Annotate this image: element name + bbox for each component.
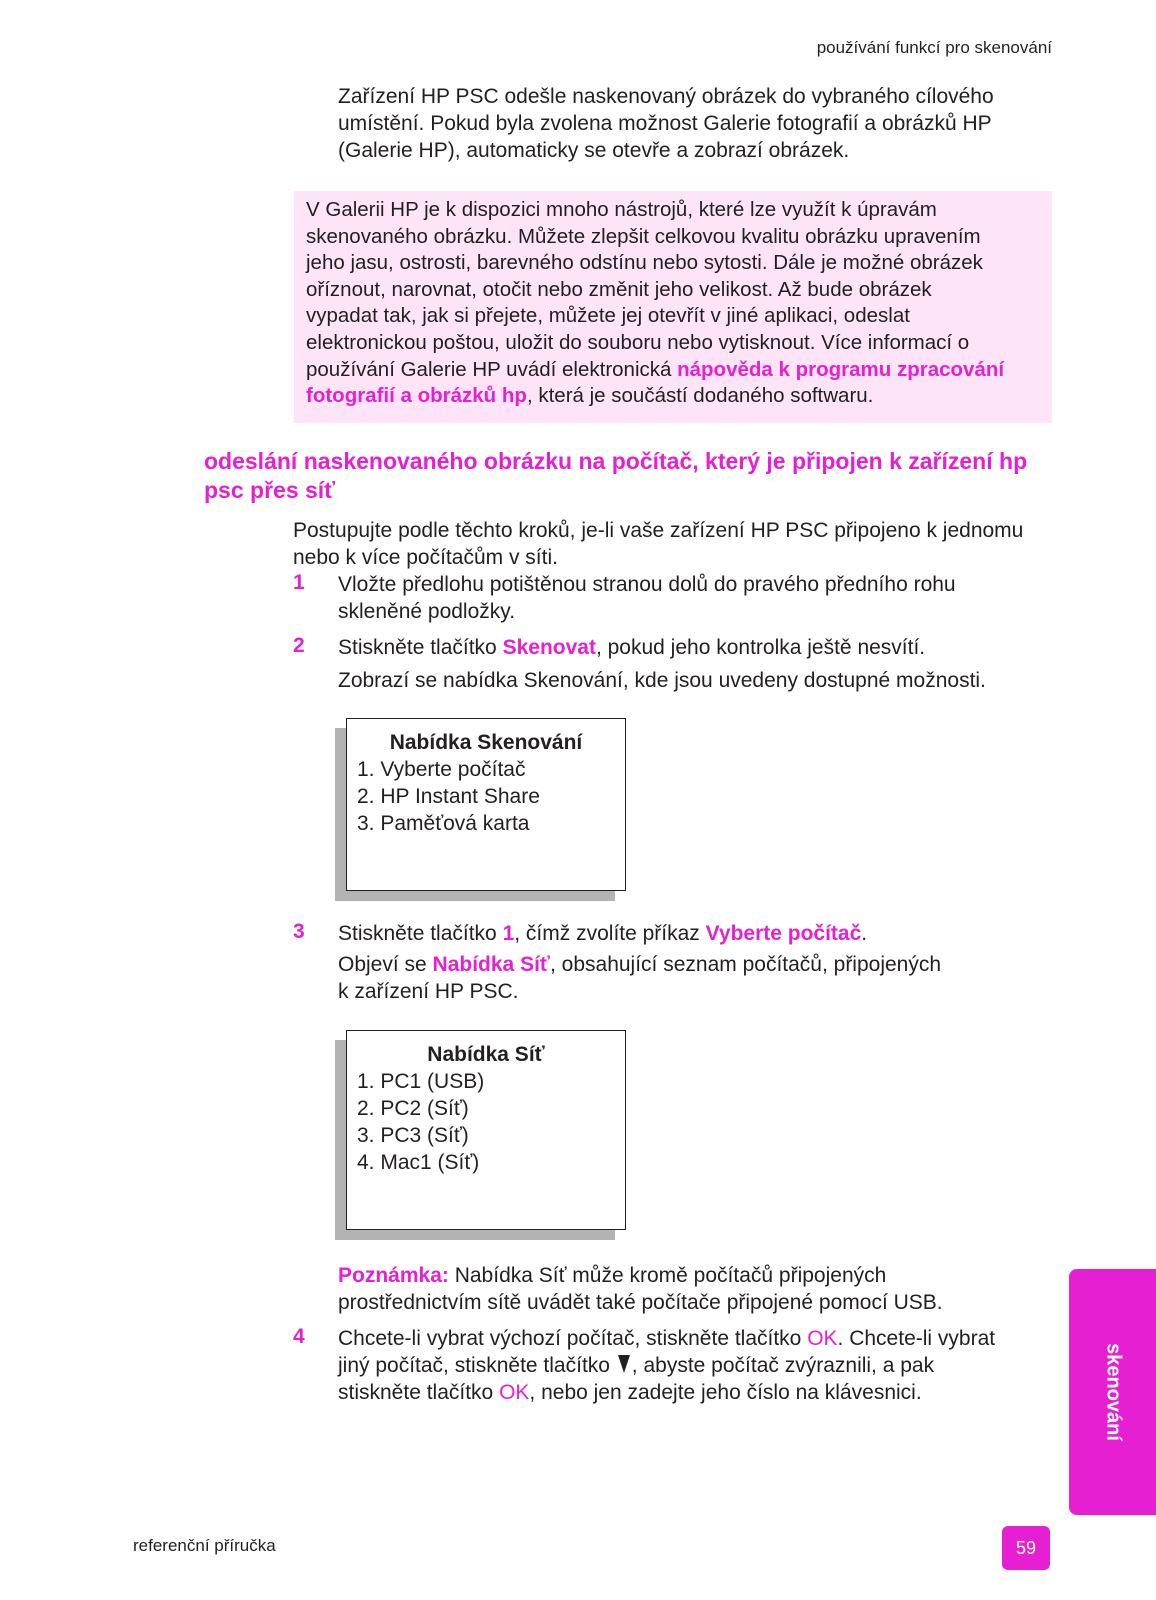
- step-text: Stiskněte tlačítko: [338, 922, 503, 945]
- step-text: , pokud jeho kontrolka ještě nesvítí.: [595, 636, 926, 659]
- page-number: 59: [1002, 1526, 1050, 1570]
- section-heading-line: odeslání naskenovaného obrázku na počítač, který je připojen k zařízení hp: [204, 448, 1028, 474]
- step-text: Stiskněte tlačítko: [338, 636, 503, 659]
- menu-title: Nabídka Síť: [427, 1043, 545, 1066]
- tip-text: , která je součástí dodaného softwaru.: [526, 384, 874, 408]
- step-line: k zařízení HP PSC.: [338, 980, 519, 1003]
- menu-item: 4. Mac1 (Síť): [357, 1151, 480, 1174]
- help-link[interactable]: nápověda k programu zpracování: [677, 357, 1005, 381]
- step-line: [338, 634, 1058, 661]
- step-text: . Chcete-li vybrat: [837, 1327, 996, 1350]
- step-text: Objeví se: [338, 953, 433, 976]
- menu-title: Nabídka Skenování: [389, 731, 583, 754]
- note-text: Nabídka Síť může kromě počítačů připojených: [448, 1264, 887, 1287]
- step-3-text: [338, 920, 1058, 1005]
- step-text: Chcete-li vybrat výchozí počítač, stiskněte tlačítko: [338, 1327, 808, 1350]
- step-text: jiný počítač, stiskněte tlačítko: [338, 1354, 616, 1377]
- step-line: Vložte předlohu potištěnou stranou dolů do pravého předního rohu: [338, 573, 956, 596]
- tip-text: používání Galerie HP uvádí elektronická: [306, 357, 678, 381]
- step-number-3: 3: [293, 920, 305, 943]
- footer-title: referenční příručka: [133, 1536, 276, 1555]
- intro-line: (Galerie HP), automaticky se otevře a zobrazí obrázek.: [338, 139, 850, 162]
- step-1-text: [338, 571, 1058, 625]
- step-line: [338, 1325, 1058, 1352]
- lead-line: nebo k více počítačům v síti.: [293, 546, 558, 569]
- step-4-text: [338, 1325, 1058, 1406]
- scan-menu-display: [346, 718, 626, 891]
- note-line: [338, 1262, 1058, 1289]
- lead-paragraph: [293, 517, 1053, 571]
- step-text: , čímž zvolíte příkaz: [514, 922, 706, 945]
- tip-line: oříznout, narovnat, otočit nebo změnit jeho velikost. Až bude obrázek: [306, 277, 932, 301]
- menu-item: 3. PC3 (Síť): [357, 1124, 469, 1147]
- scan-button-label: Skenovat: [502, 636, 596, 659]
- section-heading: [204, 447, 1034, 505]
- help-link-cont[interactable]: fotografií a obrázků hp: [306, 384, 527, 408]
- chapter-side-tab: [1069, 1269, 1156, 1515]
- menu-item: 2. HP Instant Share: [357, 785, 540, 808]
- step-2-text: [338, 634, 1058, 694]
- menu-item: 1. PC1 (USB): [357, 1070, 485, 1093]
- step-line: skleněné podložky.: [338, 600, 516, 623]
- lead-line: Postupujte podle těchto kroků, je-li vaše zařízení HP PSC připojeno k jednomu: [293, 519, 1024, 542]
- running-header: používání funkcí pro skenování: [816, 38, 1052, 57]
- note-label: Poznámka:: [338, 1264, 449, 1287]
- step-subtext: Zobrazí se nabídka Skenování, kde jsou uvedeny dostupné možnosti.: [338, 669, 986, 692]
- step-text: , abyste počítač zvýraznili, a pak: [631, 1354, 935, 1377]
- menu-item: 2. PC2 (Síť): [357, 1097, 469, 1120]
- chapter-tab-label: skenování: [1102, 1343, 1124, 1441]
- step-line: [338, 1352, 1058, 1379]
- section-heading-line: psc přes síť: [204, 477, 336, 503]
- tip-line: vypadat tak, jak si přejete, můžete jej otevřít v jiné aplikaci, odeslat: [306, 304, 910, 328]
- menu-item: 3. Paměťová karta: [357, 812, 530, 835]
- step-number-2: 2: [293, 634, 305, 657]
- step-line: [338, 951, 1058, 978]
- intro-line: Zařízení HP PSC odešle naskenovaný obrázek do vybraného cílového: [338, 85, 994, 108]
- command-label: Vyberte počítač: [705, 922, 862, 945]
- tip-line: skenovaného obrázku. Můžete zlepšit celkovou kvalitu obrázku upravením: [306, 224, 981, 248]
- intro-line: umístění. Pokud byla zvolena možnost Galerie fotografií a obrázků HP: [338, 112, 992, 135]
- note-line: prostřednictvím sítě uvádět také počítače připojené pomocí USB.: [338, 1291, 943, 1314]
- step-text: , nebo jen zadejte jeho číslo na klávesnici.: [529, 1381, 922, 1404]
- menu-item: 1. Vyberte počítač: [357, 758, 526, 781]
- step-line: [338, 1379, 1058, 1406]
- key-1-label: 1: [502, 922, 515, 945]
- step-number-1: 1: [293, 571, 305, 594]
- step-number-4: 4: [293, 1325, 305, 1348]
- step-text: , obsahující seznam počítačů, připojených: [549, 953, 942, 976]
- step-line: [338, 920, 1058, 947]
- ok-button-label: OK: [807, 1327, 838, 1350]
- note: [338, 1262, 1058, 1316]
- ok-button-label: OK: [499, 1381, 530, 1404]
- tip-line: jeho jasu, ostrosti, barevného odstínu nebo sytosti. Dále je možné obrázek: [306, 251, 983, 275]
- intro-paragraph: [338, 83, 1058, 164]
- triangle-down-icon: [618, 1355, 630, 1373]
- network-menu-display: [346, 1030, 626, 1230]
- tip-line: elektronickou poštou, uložit do souboru nebo vytisknout. Více informací o: [306, 330, 970, 354]
- step-text: stiskněte tlačítko: [338, 1381, 500, 1404]
- tip-box: [294, 191, 1052, 423]
- tip-line: [306, 383, 1038, 410]
- step-text: .: [861, 922, 868, 945]
- menu-name-label: Nabídka Síť: [432, 953, 550, 976]
- tip-line: [306, 357, 1038, 384]
- tip-line: V Galerii HP je k dispozici mnoho nástrojů, které lze využít k úpravám: [306, 198, 937, 221]
